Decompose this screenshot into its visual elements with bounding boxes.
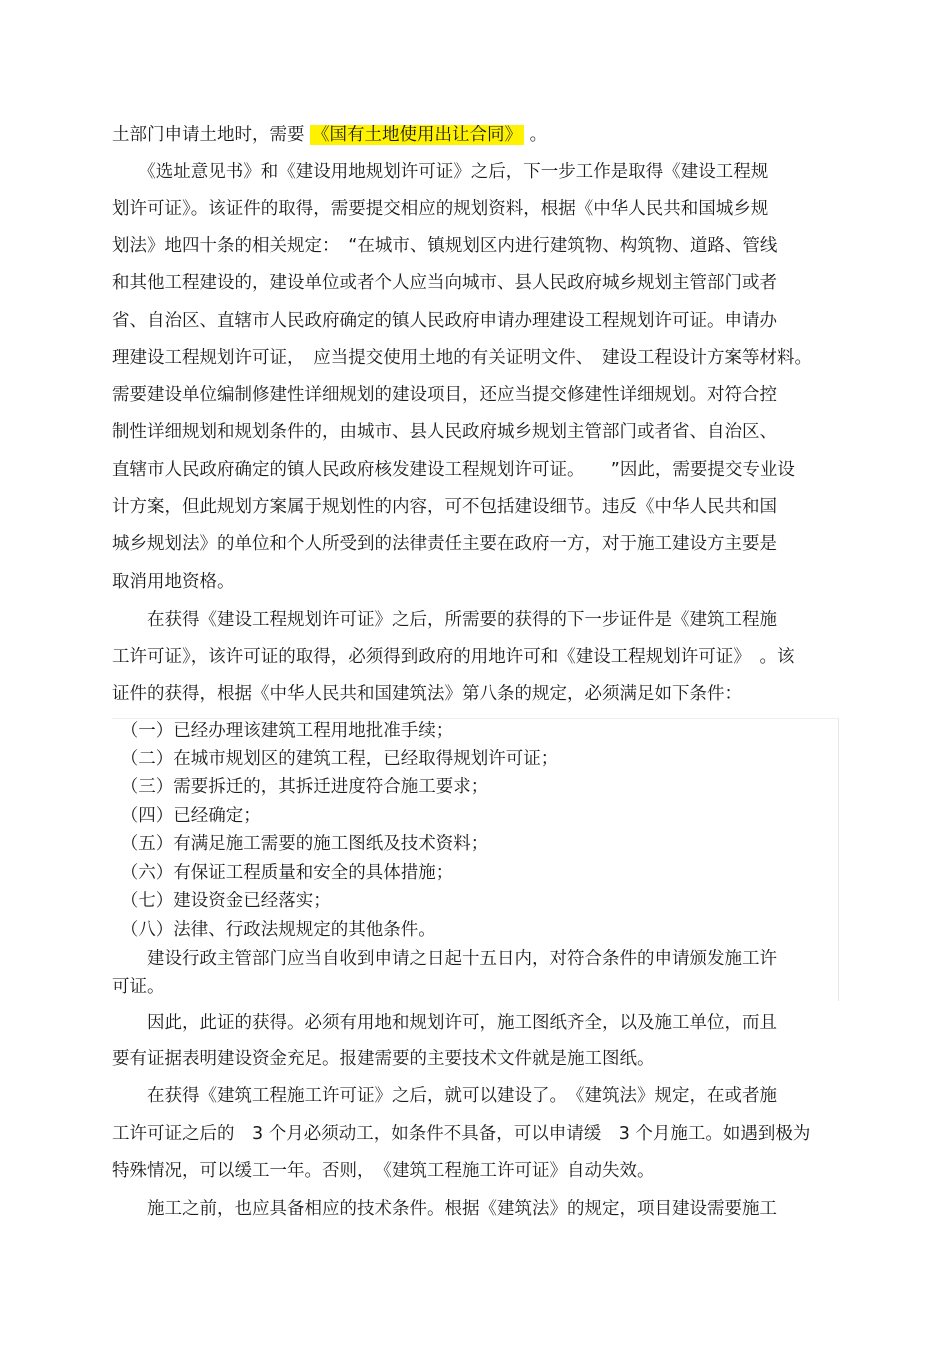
paragraph-line	[112, 124, 547, 146]
condition-item: （六）有保证工程质量和安全的具体措施；	[112, 863, 454, 883]
paragraph-line: 《选址意见书》和《建设用地规划许可证》之后，下一步工作是取得《建设工程规	[112, 162, 769, 182]
paragraph-line: 划法》地四十条的相关规定： “在城市、镇规划区内进行建筑物、构筑物、道路、管线	[112, 236, 778, 256]
paragraph-line: 特殊情况，可以缓工一年。否则， 《建筑工程施工许可证》自动失效。	[112, 1161, 655, 1181]
paragraph-line: 建设行政主管部门应当自收到申请之日起十五日内，对符合条件的申请颁发施工许	[112, 949, 777, 969]
paragraph-line: 和其他工程建设的，建设单位或者个人应当向城市、县人民政府城乡规划主管部门或者	[112, 273, 777, 293]
condition-item: （四）已经确定；	[112, 806, 261, 826]
paragraph-line: 在获得《建设工程规划许可证》之后，所需要的获得的下一步证件是《建筑工程施	[112, 610, 777, 630]
paragraph-line: 理建设工程规划许可证， 应当提交使用土地的有关证明文件、 建设工程设计方案等材料。	[112, 348, 812, 368]
paragraph-line: 因此，此证的获得。必须有用地和规划许可，施工图纸齐全，以及施工单位，而且	[112, 1013, 777, 1033]
text-run: 土部门申请土地时，需要	[112, 125, 311, 145]
condition-item: （七）建设资金已经落实；	[112, 891, 331, 911]
paragraph-line: 直辖市人民政府确定的镇人民政府核发建设工程规划许可证。 ”因此，需要提交专业设	[112, 460, 795, 480]
condition-item: （八）法律、行政法规规定的其他条件。	[112, 920, 436, 940]
paragraph-line: 施工之前，也应具备相应的技术条件。根据《建筑法》的规定，项目建设需要施工	[112, 1199, 777, 1219]
paragraph-line: 可证。	[112, 977, 165, 997]
condition-item: （五）有满足施工需要的施工图纸及技术资料；	[112, 834, 489, 854]
highlighted-text: 《国有土地使用出让合同》	[312, 125, 523, 145]
paragraph-line: 制性详细规划和规划条件的，由城市、县人民政府城乡规划主管部门或者省、自治区、	[112, 422, 777, 442]
paragraph-line: 取消用地资格。	[112, 572, 235, 592]
paragraph-line: 要有证据表明建设资金充足。报建需要的主要技术文件就是施工图纸。	[112, 1049, 655, 1069]
paragraph-line: 在获得《建筑工程施工许可证》之后，就可以建设了。 《建筑法》规定，在或者施	[112, 1086, 777, 1106]
condition-item: （三）需要拆迁的，其拆迁进度符合施工要求；	[112, 777, 489, 797]
paragraph-line: 需要建设单位编制修建性详细规划的建设项目，还应当提交修建性详细规划。对符合控	[112, 385, 777, 405]
paragraph-line: 工许可证》，该许可证的取得，必须得到政府的用地许可和《建设工程规划许可证》 。该	[112, 647, 795, 667]
condition-item: （一）已经办理该建筑工程用地批准手续；	[112, 721, 454, 741]
text-run: 。	[524, 125, 548, 145]
condition-item: （二）在城市规划区的建筑工程，已经取得规划许可证；	[112, 749, 559, 769]
paragraph-line: 省、自治区、直辖市人民政府确定的镇人民政府申请办理建设工程规划许可证。申请办	[112, 311, 777, 331]
paragraph-line: 计方案，但此规划方案属于规划性的内容，可不包括建设细节。违反《中华人民共和国	[112, 497, 777, 517]
paragraph-line: 工许可证之后的 3 个月必须动工，如条件不具备，可以申请缓 3 个月施工。如遇到极为	[112, 1124, 811, 1144]
paragraph-line: 划许可证》。该证件的取得，需要提交相应的规划资料，根据《中华人民共和国城乡规	[112, 199, 769, 219]
paragraph-line: 城乡规划法》的单位和个人所受到的法律责任主要在政府一方，对于施工建设方主要是	[112, 534, 777, 554]
paragraph-line: 证件的获得，根据《中华人民共和国建筑法》第八条的规定，必须满足如下条件：	[112, 684, 742, 704]
